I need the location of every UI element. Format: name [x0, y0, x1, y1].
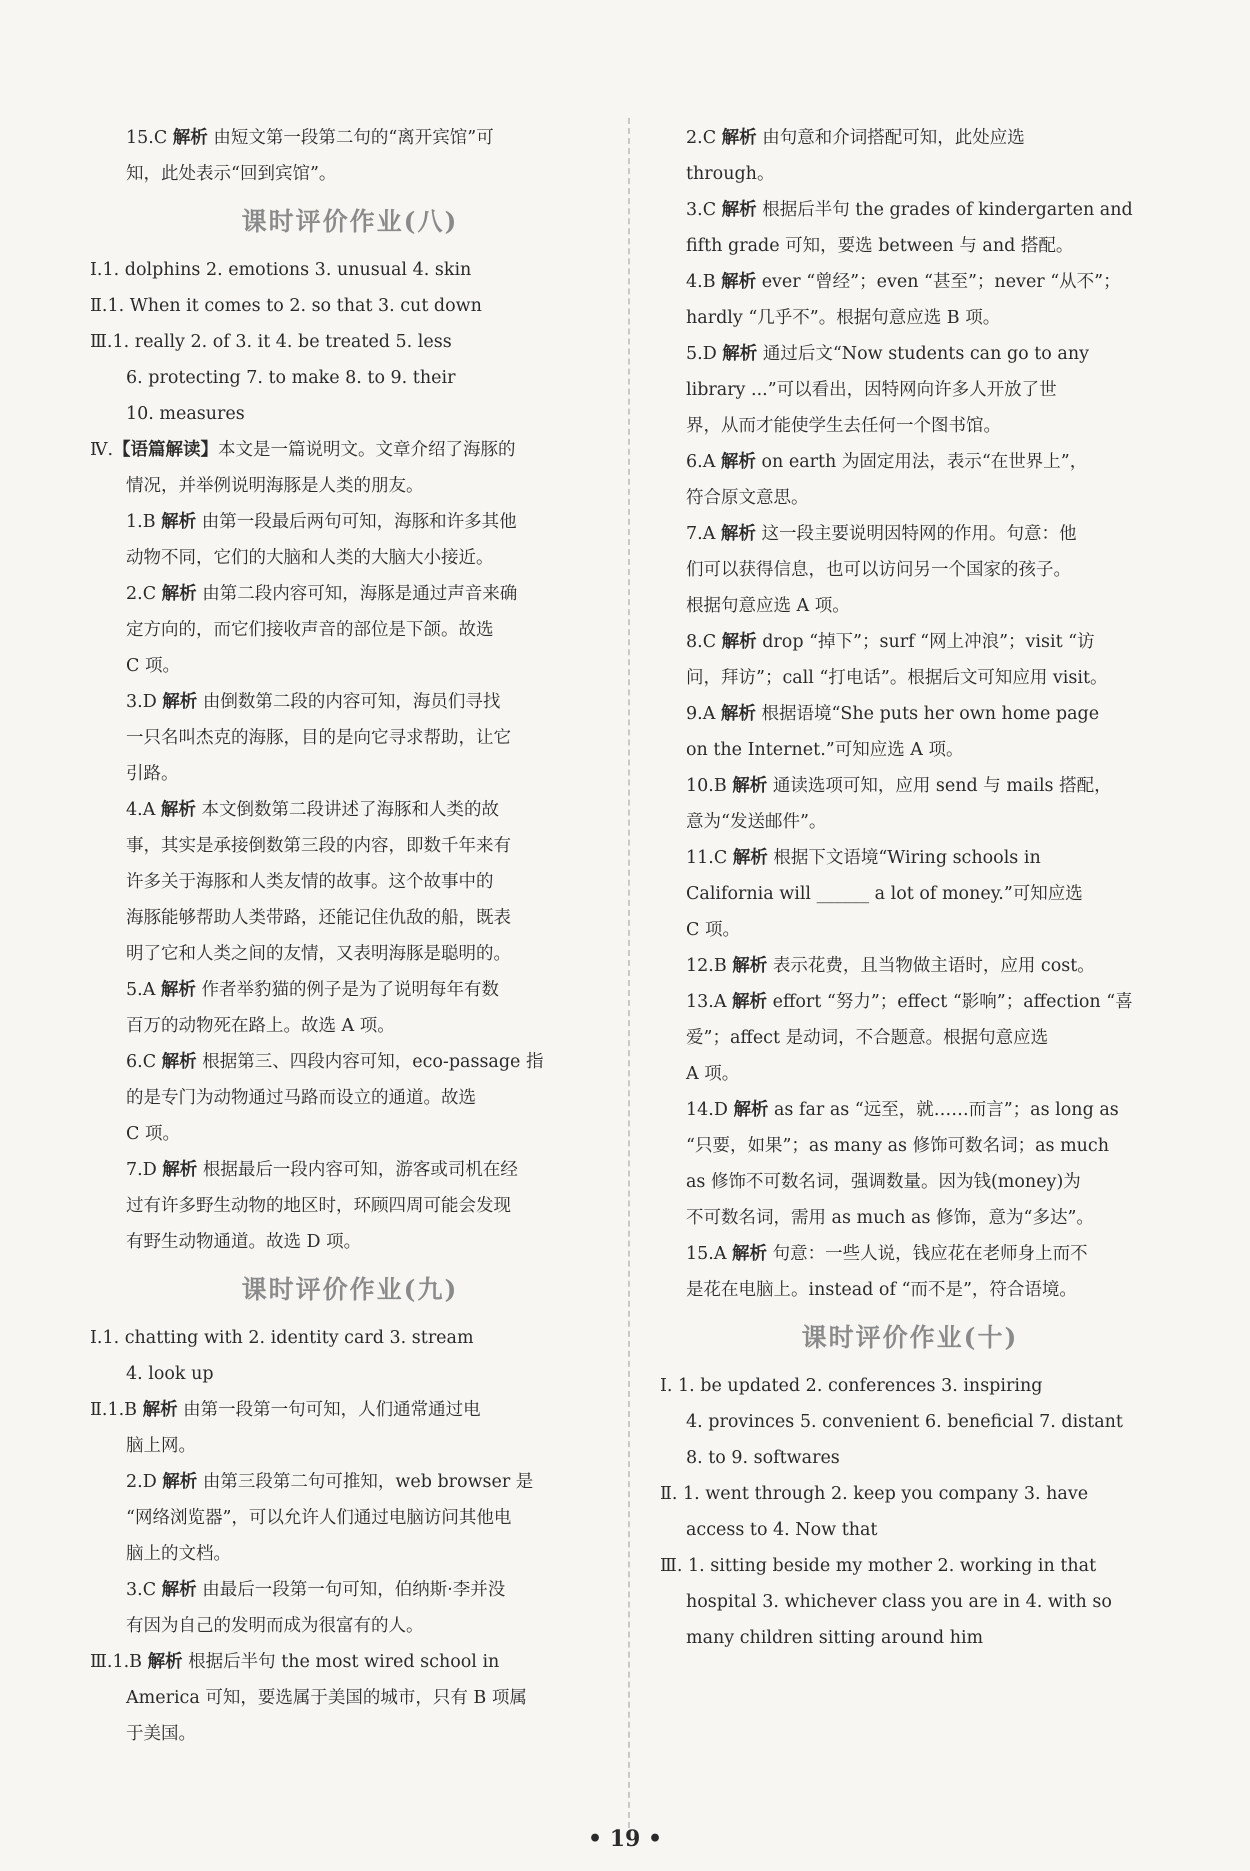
text-line: 3.C 解析 根据后半句 the grades of kindergarten and [686, 200, 1133, 220]
column-divider [628, 118, 630, 1838]
text-line: 8.C 解析 drop “掉下”；surf “网上冲浪”；visit “访 [686, 632, 1095, 652]
text-line: 明了它和人类之间的友情，又表明海豚是聪明的。 [126, 944, 511, 964]
text-line: Ⅰ.1. chatting with 2. identity card 3. stream [90, 1328, 474, 1348]
text-line: 4. provinces 5. convenient 6. beneficial 7. distant [686, 1412, 1123, 1432]
text-line: “网络浏览器”，可以允许人们通过电脑访问其他电 [126, 1508, 512, 1528]
text-line: “只要，如果”；as many as 修饰可数名词；as much [686, 1136, 1110, 1156]
text-line: America 可知，要选属于美国的城市，只有 B 项属 [126, 1688, 527, 1708]
page-number: • 19 • [587, 1826, 663, 1852]
text-line: Ⅳ.【语篇解读】本文是一篇说明文。文章介绍了海豚的 [90, 440, 516, 460]
text-line: 符合原文意思。 [686, 488, 809, 508]
text-line: 9.A 解析 根据语境“She puts her own home page [686, 704, 1100, 724]
text-line: 事，其实是承接倒数第三段的内容，即数千年来有 [126, 836, 511, 856]
text-line: 4.B 解析 ever “曾经”；even “甚至”；never “从不”； [686, 272, 1121, 292]
text-line: 引路。 [126, 764, 179, 784]
text-line: C 项。 [126, 1124, 180, 1144]
text-line: 知，此处表示“回到宾馆”。 [126, 164, 337, 184]
text-line: Ⅲ. 1. sitting beside my mother 2. working in that [660, 1556, 1097, 1576]
text-line: C 项。 [686, 920, 740, 940]
text-line: 6.C 解析 根据第三、四段内容可知，eco-passage 指 [126, 1052, 544, 1072]
text-line: 2.C 解析 由句意和介词搭配可知，此处应选 [686, 128, 1025, 148]
text-line: 12.B 解析 表示花费，且当物做主语时，应用 cost。 [686, 956, 1095, 976]
text-line: 许多关于海豚和人类友情的故事。这个故事中的 [126, 872, 494, 892]
text-line: C 项。 [126, 656, 180, 676]
text-line: as 修饰不可数名词，强调数量。因为钱(money)为 [686, 1172, 1081, 1192]
text-line: 4. look up [126, 1364, 214, 1384]
text-line: 14.D 解析 as far as “远至，就……而言”；as long as [686, 1100, 1119, 1120]
text-line: 一只名叫杰克的海豚，目的是向它寻求帮助，让它 [126, 728, 511, 748]
text-line: California will ______ a lot of money.”可知应选 [686, 884, 1083, 904]
text-line: Ⅱ. 1. went through 2. keep you company 3. have [660, 1484, 1089, 1504]
text-line: 7.A 解析 这一段主要说明因特网的作用。句意：他 [686, 524, 1077, 544]
text-line: 的是专门为动物通过马路而设立的通道。故选 [126, 1088, 476, 1108]
text-line: 15.C 解析 由短文第一段第二句的“离开宾馆”可 [126, 128, 494, 148]
text-line: A 项。 [686, 1064, 740, 1084]
text-line: 定方向的，而它们接收声音的部位是下颌。故选 [126, 620, 494, 640]
text-line: access to 4. Now that [686, 1520, 878, 1540]
text-line: 8. to 9. softwares [686, 1448, 840, 1468]
text-line: 15.A 解析 句意：一些人说，钱应花在老师身上而不 [686, 1244, 1088, 1264]
text-line: hospital 3. whichever class you are in 4. with so [686, 1592, 1112, 1612]
text-line: 百万的动物死在路上。故选 A 项。 [126, 1016, 395, 1036]
section-heading: 课时评价作业(九) [241, 1275, 459, 1304]
text-line: 6. protecting 7. to make 8. to 9. their [126, 368, 456, 388]
text-line: 6.A 解析 on earth 为固定用法，表示“在世界上”， [686, 452, 1088, 472]
text-line: 3.C 解析 由最后一段第一句可知，伯纳斯·李并没 [126, 1580, 506, 1600]
text-line: 情况，并举例说明海豚是人类的朋友。 [126, 476, 424, 496]
left-column [90, 120, 610, 1752]
text-line: 11.C 解析 根据下文语境“Wiring schools in [686, 848, 1041, 868]
text-line: through。 [686, 164, 775, 184]
text-line: 10. measures [126, 404, 245, 424]
text-line: 2.D 解析 由第三段第二句可推知，web browser 是 [126, 1472, 534, 1492]
text-line: 是花在电脑上。instead of “而不是”，符合语境。 [686, 1280, 1077, 1300]
text-line: 意为“发送邮件”。 [686, 812, 827, 832]
text-line: 脑上的文档。 [126, 1544, 231, 1564]
text-line: 过有许多野生动物的地区时，环顾四周可能会发现 [126, 1196, 511, 1216]
text-line: many children sitting around him [686, 1628, 984, 1648]
text-line: 海豚能够帮助人类带路，还能记住仇敌的船，既表 [126, 908, 511, 928]
text-line: 们可以获得信息，也可以访问另一个国家的孩子。 [686, 560, 1071, 580]
text-line: 脑上网。 [126, 1436, 196, 1456]
text-line: library ...”可以看出，因特网向许多人开放了世 [686, 380, 1057, 400]
text-line: hardly “几乎不”。根据句意应选 B 项。 [686, 308, 1001, 328]
text-line: Ⅰ. 1. be updated 2. conferences 3. inspiring [660, 1376, 1043, 1396]
text-line: fifth grade 可知，要选 between 与 and 搭配。 [686, 236, 1074, 256]
text-line: 4.A 解析 本文倒数第二段讲述了海豚和人类的故 [126, 800, 499, 820]
right-column [660, 120, 1160, 1656]
text-line: Ⅲ.1.B 解析 根据后半句 the most wired school in [90, 1652, 500, 1672]
text-line: 有野生动物通道。故选 D 项。 [126, 1232, 362, 1252]
text-line: 动物不同，它们的大脑和人类的大脑大小接近。 [126, 548, 494, 568]
text-line: Ⅰ.1. dolphins 2. emotions 3. unusual 4. skin [90, 260, 472, 280]
text-line: 1.B 解析 由第一段最后两句可知，海豚和许多其他 [126, 512, 517, 532]
text-line: 根据句意应选 A 项。 [686, 596, 850, 616]
text-line: 界，从而才能使学生去任何一个图书馆。 [686, 416, 1001, 436]
text-line: 有因为自己的发明而成为很富有的人。 [126, 1616, 424, 1636]
text-line: 10.B 解析 通读选项可知，应用 send 与 mails 搭配， [686, 776, 1112, 796]
text-line: 爱”；affect 是动词，不合题意。根据句意应选 [686, 1028, 1049, 1048]
text-line: Ⅱ.1.B 解析 由第一段第一句可知，人们通常通过电 [90, 1400, 481, 1420]
text-line: 7.D 解析 根据最后一段内容可知，游客或司机在经 [126, 1160, 518, 1180]
section-heading: 课时评价作业(十) [801, 1323, 1019, 1352]
text-line: 问，拜访”；call “打电话”。根据后文可知应用 visit。 [686, 668, 1108, 688]
text-line: Ⅲ.1. really 2. of 3. it 4. be treated 5. less [90, 332, 452, 352]
text-line: 2.C 解析 由第二段内容可知，海豚是通过声音来确 [126, 584, 518, 604]
section-heading: 课时评价作业(八) [241, 207, 459, 236]
text-line: 5.D 解析 通过后文“Now students can go to any [686, 344, 1089, 364]
text-line: 3.D 解析 由倒数第二段的内容可知，海员们寻找 [126, 692, 501, 712]
text-line: on the Internet.”可知应选 A 项。 [686, 740, 964, 760]
text-line: 不可数名词，需用 as much as 修饰，意为“多达”。 [686, 1208, 1094, 1228]
text-line: 于美国。 [126, 1724, 196, 1744]
text-line: 13.A 解析 effort “努力”；effect “影响”；affection “喜 [686, 992, 1133, 1012]
text-line: Ⅱ.1. When it comes to 2. so that 3. cut down [90, 296, 482, 316]
text-line: 5.A 解析 作者举豹猫的例子是为了说明每年有数 [126, 980, 499, 1000]
